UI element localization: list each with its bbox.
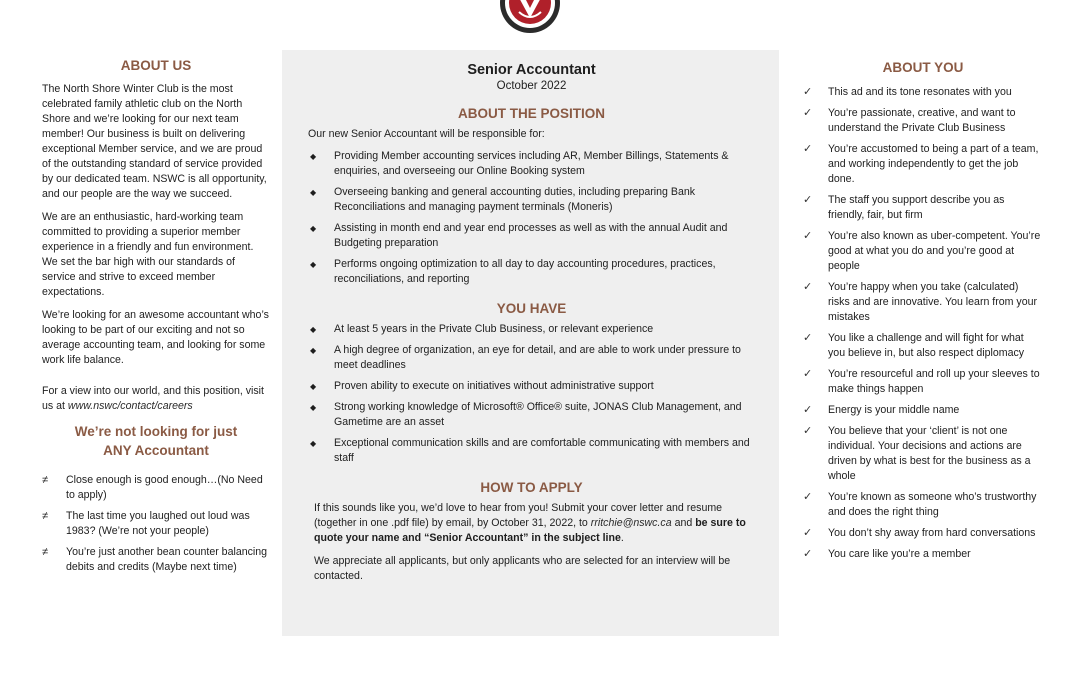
- list-item: ◆ A high degree of organization, an eye for detail, and are able to work under pressure to meet deadlines: [310, 344, 741, 371]
- you-have-list: [308, 322, 755, 466]
- not-equal-icon: ≠: [42, 474, 49, 486]
- list-item: ✓ You’re accustomed to being a part of a team, and working independently to get the job done.: [803, 143, 1039, 185]
- checkmark-icon: ✓: [803, 491, 813, 503]
- list-item: ✓ You’re happy when you take (calculated) risks and are innovative. You learn from your mistakes: [803, 281, 1038, 323]
- position-list: [308, 149, 755, 287]
- about-us-heading: ABOUT US: [120, 58, 192, 73]
- list-item: ✓ You like a challenge and will fight for what you believe in, but also respect diplomacy: [803, 332, 1025, 359]
- not-equal-icon: ≠: [42, 510, 49, 522]
- list-item: ◆ Performs ongoing optimization to all day to day accounting procedures, practices, reconciliations, and reporting: [310, 258, 716, 285]
- diamond-bullet-icon: ◆: [310, 188, 317, 197]
- diamond-bullet-icon: ◆: [310, 382, 317, 391]
- about-position-heading: ABOUT THE POSITION: [457, 106, 605, 121]
- position-panel: [282, 50, 779, 636]
- careers-visit-text: [42, 384, 270, 414]
- checkmark-icon: ✓: [803, 425, 813, 437]
- subject-line-instruction: be sure to quote your name and “Senior Accountant” in the subject line: [314, 517, 746, 544]
- checkmark-icon: ✓: [803, 143, 813, 155]
- not-looking-list: [42, 473, 270, 575]
- list-item: ✓ The staff you support describe you as friendly, fair, but firm: [803, 194, 1005, 221]
- list-item: ✓ You’re passionate, creative, and want to understand the Private Club Business: [803, 107, 1016, 134]
- you-have-heading: YOU HAVE: [496, 301, 567, 316]
- list-item: ◆ At least 5 years in the Private Club Business, or relevant experience: [310, 323, 654, 335]
- careers-link[interactable]: www.nswc/contact/careers: [67, 400, 193, 412]
- list-item: ◆ Overseeing banking and general accounting duties, including preparing Bank Reconciliations and managing payment terminals (Moneris): [310, 186, 696, 213]
- checkmark-icon: ✓: [803, 368, 813, 380]
- list-item: ✓ You don’t shy away from hard conversations: [803, 527, 1036, 539]
- list-item: ✓ You’re also known as uber-competent. You’re good at what you do and you’re good at people: [803, 230, 1041, 272]
- job-title: Senior Accountant: [467, 62, 596, 78]
- diamond-bullet-icon: ◆: [310, 260, 317, 269]
- diamond-bullet-icon: ◆: [310, 439, 317, 448]
- list-item: ✓ You’re known as someone who’s trustworthy and does the right thing: [803, 491, 1037, 518]
- checkmark-icon: ✓: [803, 332, 813, 344]
- apply-instructions: If this sounds like you, we’d love to hear from you! Submit your cover letter and resume (together in one .pdf file) by email, by October 31, 2022, to rritchie@nswc.ca and be sure to quote your name and “Senior Accountant” in the subject line.: [314, 502, 746, 544]
- not-looking-line1: We’re not looking for just: [74, 424, 238, 439]
- list-item: ✓ You believe that your ‘client’ is not one individual. Your decisions and actions are driven by what is best for the business as a whole: [803, 425, 1031, 482]
- checkmark-icon: ✓: [803, 230, 813, 242]
- checkmark-icon: ✓: [803, 404, 813, 416]
- about-us-paragraph: We’re looking for an awesome accountant who’s looking to be part of our exciting and not so average accounting team, and looking for some work life balance.: [42, 309, 269, 366]
- list-item: ◆ Assisting in month end and year end processes as well as with the annual Audit and Budgeting preparation: [310, 222, 728, 249]
- diamond-bullet-icon: ◆: [310, 346, 317, 355]
- about-us-paragraph: The North Shore Winter Club is the most celebrated family athletic club on the North Shore and we’re looking for our next team member! Our business is built on delivering exceptional Member service, and we are proud of the outstanding standard of service provided by our dedicated team. NSWC is all opportunity, and our people are the way we succeed.: [42, 83, 267, 200]
- how-to-apply-heading: HOW TO APPLY: [480, 480, 583, 495]
- list-item: ◆ Exceptional communication skills and are comfortable communicating with members and staff: [310, 437, 750, 464]
- about-you-column: [803, 58, 1043, 568]
- about-us-paragraph: We are an enthusiastic, hard-working team committed to providing a superior member experience in a friendly and fun environment. We set the bar high with our standards of service and strive to exceed member expectations.: [42, 211, 254, 298]
- list-item: ◆ Providing Member accounting services including AR, Member Billings, Statements & enquiries, and overseeing our Online Booking system: [310, 150, 729, 177]
- about-you-heading: ABOUT YOU: [882, 60, 964, 75]
- club-crest-logo: [499, 0, 561, 34]
- apply-email-link[interactable]: rritchie@nswc.ca: [590, 517, 672, 529]
- not-looking-line2: ANY Accountant: [103, 443, 209, 458]
- diamond-bullet-icon: ◆: [310, 403, 317, 412]
- diamond-bullet-icon: ◆: [310, 325, 317, 334]
- not-equal-icon: ≠: [42, 546, 49, 558]
- job-date: October 2022: [496, 80, 567, 92]
- list-item: ◆ Strong working knowledge of Microsoft® Office® suite, JONAS Club Management, and Gametime are an asset: [310, 401, 742, 428]
- checkmark-icon: ✓: [803, 86, 813, 98]
- list-item: ◆ Proven ability to execute on initiatives without administrative support: [310, 380, 654, 392]
- checkmark-icon: ✓: [803, 548, 813, 560]
- list-item: ≠ Close enough is good enough…(No Need to apply): [42, 474, 263, 501]
- checkmark-icon: ✓: [803, 527, 813, 539]
- about-us-column: [42, 58, 270, 581]
- checkmark-icon: ✓: [803, 107, 813, 119]
- list-item: ✓ You’re resourceful and roll up your sleeves to make things happen: [803, 368, 1040, 395]
- not-looking-heading: [42, 422, 270, 460]
- list-item: ≠ The last time you laughed out loud was 1983? (We’re not your people): [42, 510, 250, 537]
- apply-note: We appreciate all applicants, but only applicants who are selected for an interview will be contacted.: [314, 555, 731, 582]
- checkmark-icon: ✓: [803, 281, 813, 293]
- diamond-bullet-icon: ◆: [310, 152, 317, 161]
- list-item: ≠ You’re just another bean counter balancing debits and credits (Maybe next time): [42, 546, 268, 573]
- position-intro: Our new Senior Accountant will be responsible for:: [308, 128, 545, 140]
- list-item: ✓ Energy is your middle name: [803, 404, 960, 416]
- about-you-list: [803, 85, 1043, 562]
- list-item: ✓ You care like you’re a member: [803, 548, 971, 560]
- list-item: ✓ This ad and its tone resonates with you: [803, 86, 1012, 98]
- checkmark-icon: ✓: [803, 194, 813, 206]
- visit-text: For a view into our world, and this position, visit us at: [42, 385, 264, 412]
- diamond-bullet-icon: ◆: [310, 224, 317, 233]
